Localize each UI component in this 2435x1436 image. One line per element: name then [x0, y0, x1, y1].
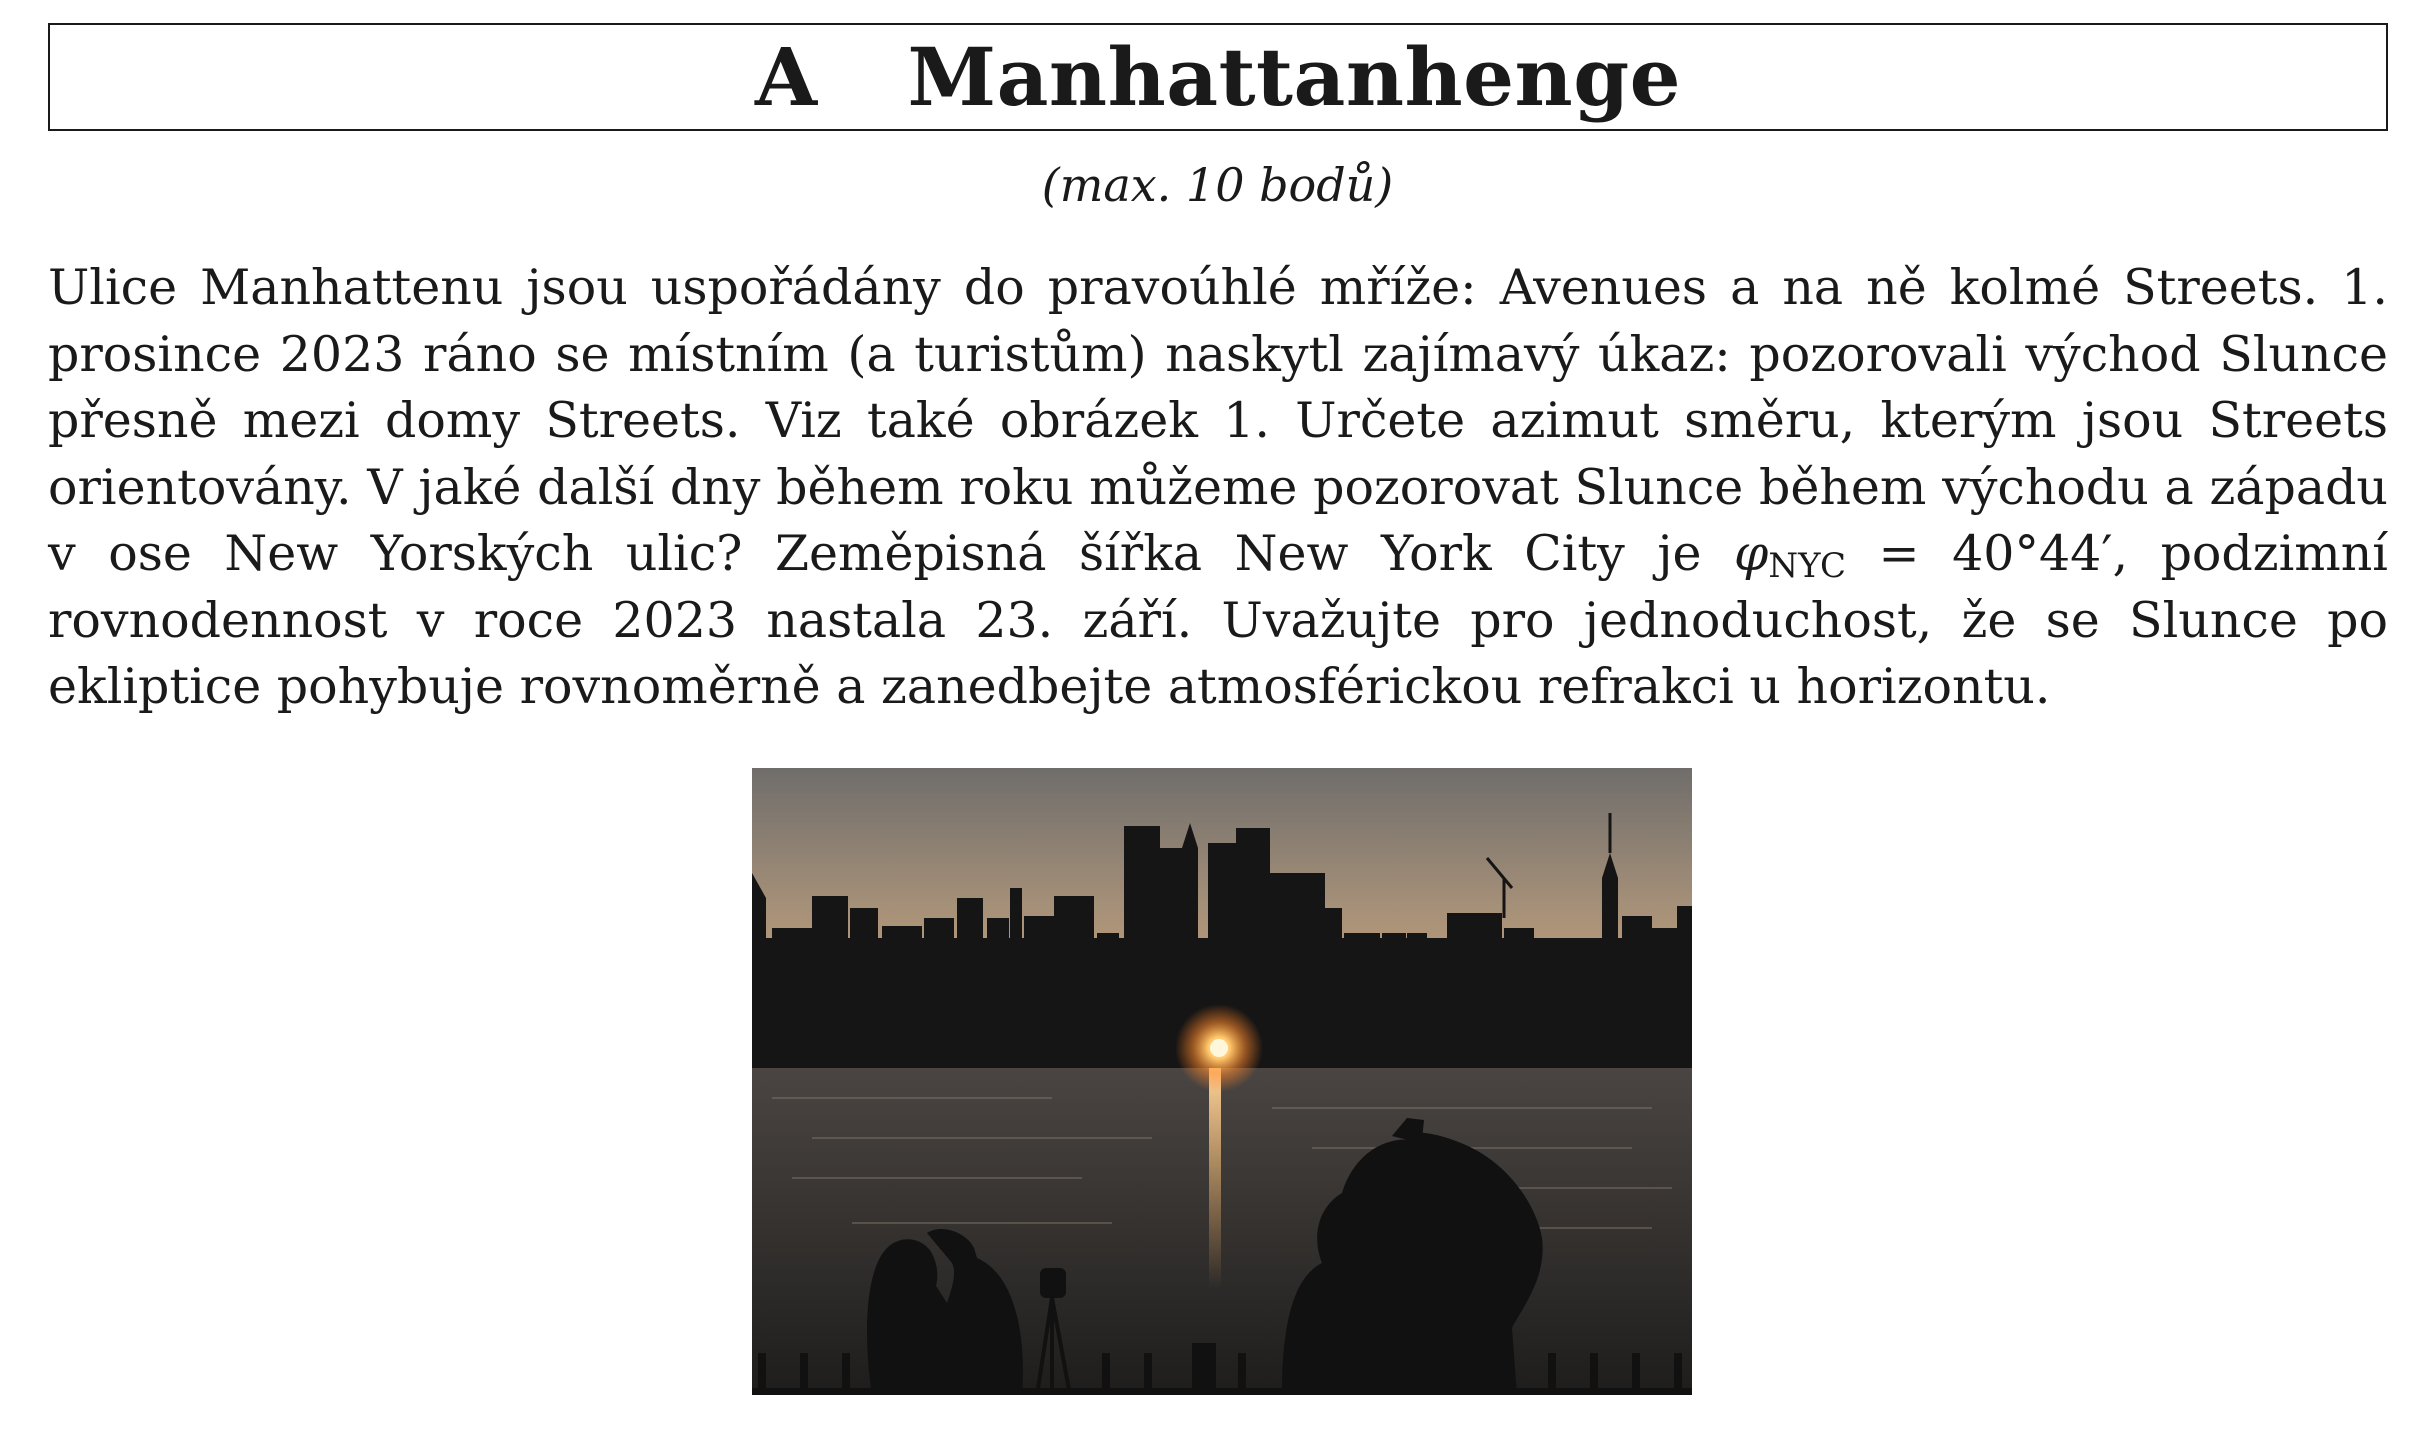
sun	[1210, 1039, 1228, 1057]
phi-symbol: φ	[1734, 525, 1769, 582]
problem-text-part1: Ulice Manhattenu jsou uspořádány do pravoúhlé mříže: Avenues a na ně kolmé Streets. 1. prosince 2023 ráno se místním (a turistům) naskytl zajímavý úkaz: pozorovali východ Slunce přesně mezi domy Streets. Viz také obrázek 1. Určete azimut směru, kterým jsou Streets orientovány. V jaké další dny během roku můžeme pozorovat Slunce během východu a západu v ose New Yorských ulic? Zeměpisná šířka New York City je	[48, 259, 2388, 582]
problem-text-part2: , podzimní rovnodennost v roce 2023 nastala 23. září. Uvažujte pro jednoduchost, že se Slunce po ekliptice pohybuje rovnoměrně a zanedbejte atmosférickou refrakci u horizontu.	[48, 525, 2388, 715]
section-heading: Manhattanhenge	[907, 30, 1682, 124]
latitude-value: = 40°44′	[1845, 525, 2113, 582]
sun-reflection	[1209, 1068, 1221, 1288]
max-points: (max. 10 bodů)	[1041, 158, 1394, 212]
section-title	[48, 23, 2388, 131]
phi-subscript: NYC	[1768, 546, 1846, 586]
problem-text	[48, 255, 2388, 721]
manhattanhenge-photo	[752, 768, 1692, 1395]
section-letter: A	[754, 30, 818, 124]
